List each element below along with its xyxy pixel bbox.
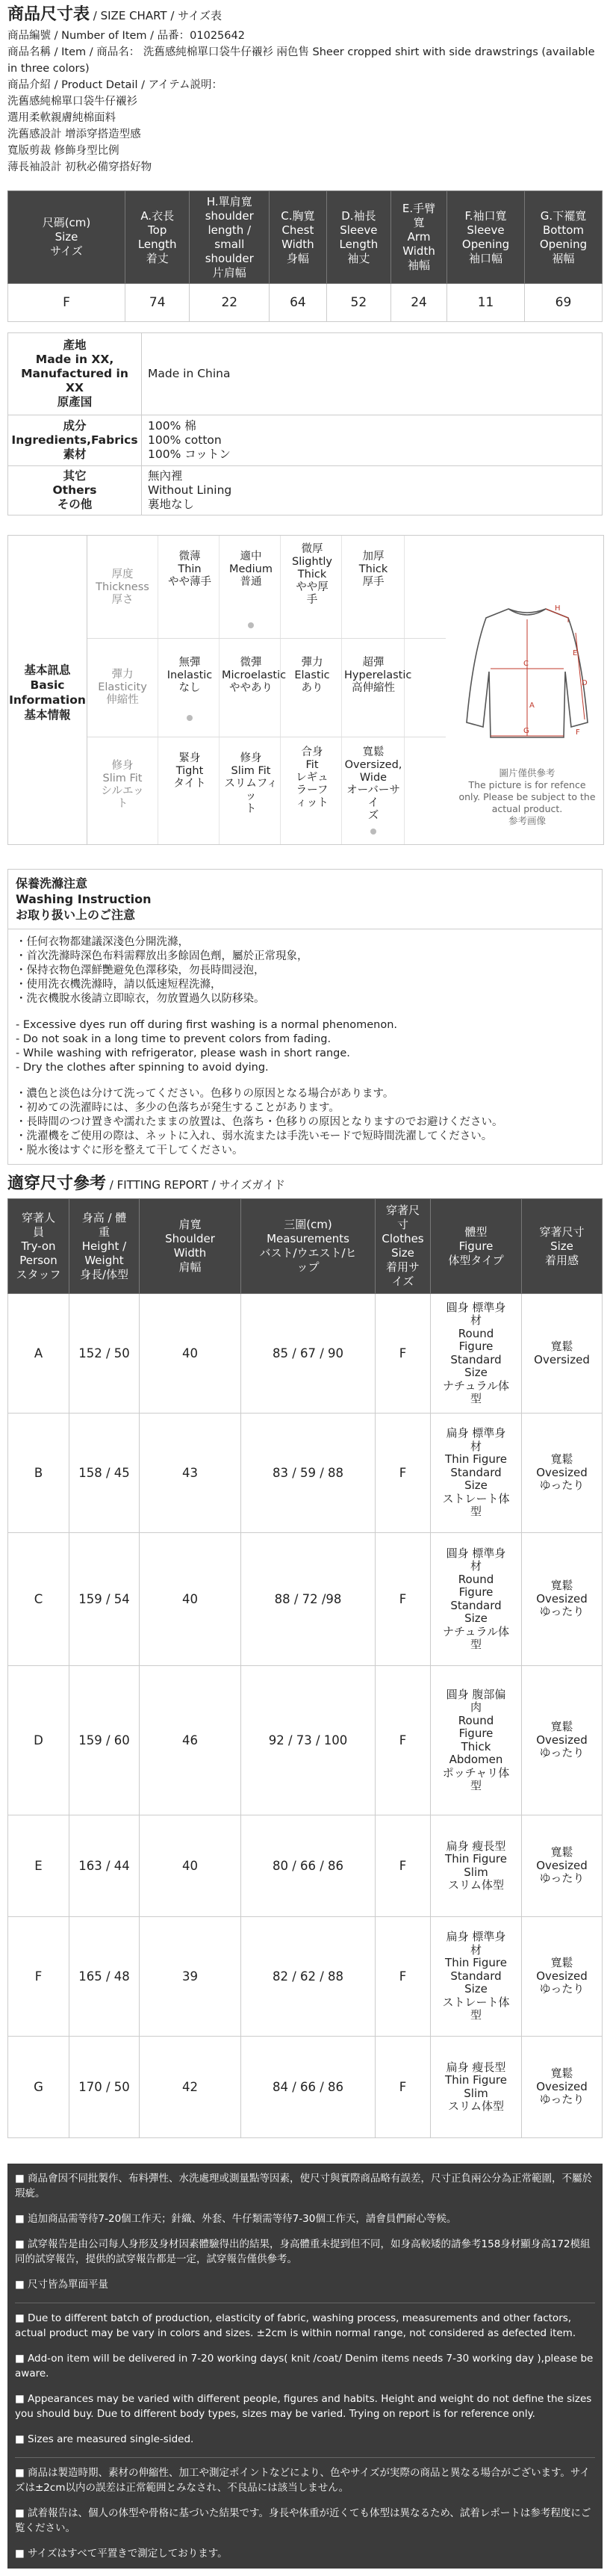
- thickness-option: 微厚 Slightly Thick やや厚 手: [292, 543, 332, 606]
- shoulder-cell: 40: [140, 1294, 241, 1414]
- svg-text:G: G: [523, 727, 529, 735]
- shirt-diagram-icon: [456, 588, 598, 760]
- info-line: 商品名稱 / Item / 商品名： 洗舊感純棉單口袋牛仔襯衫 兩色售 Sheer cropped shirt with side drawstrings (available in three colors): [7, 46, 595, 75]
- size-cell: 22: [190, 284, 270, 322]
- elasticity-option: 彈力 Elastic あり: [294, 657, 330, 694]
- col-sleeve-length: D.袖長 Sleeve Length 袖丈: [326, 191, 390, 284]
- fabric-value: 100% 棉 100% cotton 100% コットン: [142, 415, 603, 466]
- svg-text:C: C: [523, 660, 529, 668]
- size-chart-title: [0, 0, 610, 28]
- illustration-caption: 圖片僅供參考 The picture is for refence only. Please be subject to the actual product. 参考画像: [458, 767, 596, 826]
- col-wear: 穿著尺寸 Size 着用感: [522, 1199, 603, 1294]
- fitting-row: [8, 1414, 603, 1533]
- person-cell: B: [8, 1414, 69, 1533]
- figure-cell: 扁身 瘦長型 Thin Figure Slim スリム体型: [431, 2037, 522, 2138]
- size-cell: F: [8, 284, 125, 322]
- clothes-size-cell: F: [376, 1917, 431, 2037]
- wear-cell: 寬鬆 Ovesized ゆったり: [522, 1815, 603, 1917]
- col-shoulder-width: 肩寬 Shoulder Width 肩幅: [140, 1199, 241, 1294]
- washing-instructions: [7, 929, 603, 1165]
- fabric-label: 成分 Ingredients,Fabrics 素材: [8, 415, 142, 466]
- svg-text:F: F: [576, 728, 580, 737]
- fit-option: 緊身 Tight タイト: [173, 752, 206, 790]
- size-cell: 52: [326, 284, 390, 322]
- wash-line-zh: ・首次洗滌時深色布料需釋放出多餘固色劑，屬於正常現象，: [16, 950, 308, 962]
- height-weight-cell: 170 / 50: [69, 2037, 140, 2138]
- title-sub: / SIZE CHART / サイズ表: [90, 9, 222, 22]
- basic-info-label: 基本訊息 Basic Information 基本情報: [9, 663, 86, 722]
- others-row: [8, 466, 603, 515]
- clothes-size-cell: F: [376, 1294, 431, 1414]
- col-height-weight: 身高 / 體 重 Height / Weight 身長/体型: [69, 1199, 140, 1294]
- note-jp: ■ 商品は製造時期、素材の伸縮性、加工や測定ポイントなどにより、色やサイズが実際の商品と異なる場合がございます。サイズは±2cm以内の誤差は正常範囲とみなされ、不良品には該当しません。: [15, 2467, 590, 2494]
- thickness-selected-dot: [248, 622, 254, 628]
- size-cell: 69: [525, 284, 603, 322]
- fitting-row: [8, 1666, 603, 1815]
- fitting-row: [8, 1294, 603, 1414]
- info-line: 寬版剪裁 修飾身型比例: [7, 145, 119, 157]
- fitting-title-main: 適穿尺寸參考: [7, 1174, 107, 1193]
- figure-cell: 扁身 標準身 材 Thin Figure Standard Size ストレート体 型: [431, 1414, 522, 1533]
- wear-cell: 寬鬆 Ovesized ゆったり: [522, 1917, 603, 2037]
- info-line: 洗舊感設計 增添穿搭造型感: [7, 129, 141, 140]
- figure-cell: 扁身 瘦長型 Thin Figure Slim スリム体型: [431, 1815, 522, 1917]
- garment-illustration: [456, 588, 598, 763]
- note-en: ■ Sizes are measured single-sided.: [15, 2433, 194, 2445]
- basic-information: [7, 535, 604, 845]
- elasticity-option: 微彈 Microelastic ややあり: [222, 657, 287, 694]
- person-cell: E: [8, 1815, 69, 1917]
- thickness-option: 微薄 Thin やや薄手: [168, 551, 211, 588]
- shoulder-cell: 46: [140, 1666, 241, 1815]
- wash-line-zh: ・洗衣機脫水後請立即晾衣，勿放置過久以防移染。: [16, 993, 265, 1005]
- origin-row: [8, 333, 603, 415]
- col-figure: 體型 Figure 体型タイプ: [431, 1199, 522, 1294]
- col-top-length: A.衣長 Top Length 着丈: [125, 191, 190, 284]
- fitting-row: [8, 1533, 603, 1666]
- measurements-cell: 83 / 59 / 88: [241, 1414, 376, 1533]
- shoulder-cell: 40: [140, 1815, 241, 1917]
- info-line: 商品介紹 / Product Detail / アイテム説明：: [7, 79, 223, 91]
- fit-label: 修身 Slim Fit シルエッ ト: [101, 760, 144, 810]
- measurements-cell: 85 / 67 / 90: [241, 1294, 376, 1414]
- measurements-cell: 92 / 73 / 100: [241, 1666, 376, 1815]
- info-line: 洗舊感純棉單口袋牛仔襯衫: [7, 96, 137, 108]
- fit-option: 修身 Slim Fit スリムフィッ ト: [224, 752, 278, 815]
- fitting-row: [8, 1815, 603, 1917]
- fitting-report-title: [0, 1165, 610, 1198]
- origin-label: 產地 Made in XX, Manufactured in XX 原產国: [8, 333, 142, 415]
- wash-line-en: - Do not soak in a long time to prevent colors from fading.: [16, 1033, 332, 1045]
- svg-text:A: A: [529, 702, 535, 710]
- height-weight-cell: 165 / 48: [69, 1917, 140, 2037]
- wear-cell: 寬鬆 Ovesized ゆったり: [522, 1666, 603, 1815]
- washing-title: 保養洗滌注意 Washing Instruction お取り扱い上のご注意: [7, 869, 603, 929]
- shoulder-cell: 43: [140, 1414, 241, 1533]
- notes-panel: [7, 2164, 603, 2569]
- size-chart-table: [7, 191, 603, 322]
- size-header-row: [8, 191, 603, 284]
- wear-cell: 寬鬆 Ovesized ゆったり: [522, 1533, 603, 1666]
- wear-cell: 寬鬆 Ovesized ゆったり: [522, 2037, 603, 2138]
- clothes-size-cell: F: [376, 1414, 431, 1533]
- svg-text:E: E: [573, 649, 578, 657]
- height-weight-cell: 159 / 54: [69, 1533, 140, 1666]
- person-cell: F: [8, 1917, 69, 2037]
- svg-text:H: H: [555, 604, 561, 613]
- note-zh: ■ 商品會因不同批製作、布料彈性、水洗處理或測量點等因素，使尺寸與實際商品略有誤差，尺寸正負兩公分為正常範圍，不屬於瑕疵。: [15, 2173, 593, 2199]
- others-value: 無內裡 Without Lining 裏地なし: [142, 466, 603, 515]
- size-cell: 24: [391, 284, 447, 322]
- origin-value: Made in China: [142, 333, 603, 415]
- col-bottom-opening: G.下襬寬 Bottom Opening 裾幅: [525, 191, 603, 284]
- figure-cell: 圓身 腹部偏 肉 Round Figure Thick Abdomen ポッチャリ体 型: [431, 1666, 522, 1815]
- fit-option: 合身 Fit レギュ ラーフ ィット: [296, 746, 329, 809]
- others-label: 其它 Others その他: [8, 466, 142, 515]
- person-cell: A: [8, 1294, 69, 1414]
- thickness-option: 適中 Medium 普通: [229, 551, 273, 588]
- product-info: [0, 28, 610, 180]
- svg-text:D: D: [582, 679, 588, 687]
- clothes-size-cell: F: [376, 1666, 431, 1815]
- size-row: [8, 284, 603, 322]
- wear-cell: 寬鬆 Ovesized ゆったり: [522, 1414, 603, 1533]
- wash-line-zh: ・使用洗衣機洗滌時，請以低速短程洗滌，: [16, 979, 222, 991]
- col-chest: C.胸寬 Chest Width 身幅: [270, 191, 327, 284]
- person-cell: G: [8, 2037, 69, 2138]
- material-table: [7, 332, 603, 515]
- size-cell: 11: [447, 284, 525, 322]
- wash-line-en: - While washing with refrigerator, please wash in short range.: [16, 1047, 350, 1059]
- note-en: ■ Due to different batch of production, elasticity of fabric, washing process, measurements and other factors, actual product may be vary in colors and sizes. ±2cm is within normal range, not considered as defected item.: [15, 2312, 576, 2339]
- wash-line-jp: ・濃色と淡色は分けて洗ってください。色移りの原因となる場合があります。: [16, 1088, 394, 1100]
- col-sleeve-opening: F.袖口寬 Sleeve Opening 袖口幅: [447, 191, 525, 284]
- figure-cell: 圓身 標準身 材 Round Figure Standard Size ナチュラル体 型: [431, 1533, 522, 1666]
- col-arm-width: E.手臂 寬 Arm Width 袖幅: [391, 191, 447, 284]
- wash-line-en: - Dry the clothes after spinning to avoid dying.: [16, 1062, 269, 1074]
- note-en: ■ Add-on item will be delivered in 7-20 working days( knit /coat/ Denim items needs 7-30 working day ),please be aware.: [15, 2353, 594, 2380]
- fitting-table: [7, 1198, 603, 2138]
- title-main: 商品尺寸表: [7, 5, 90, 24]
- shoulder-cell: 39: [140, 1917, 241, 2037]
- fitting-header-row: [8, 1199, 603, 1294]
- clothes-size-cell: F: [376, 2037, 431, 2138]
- fit-selected-dot: [370, 829, 376, 835]
- note-zh: ■ 試穿報告是由公司每人身形及身材因素體驗得出的結果，身高體重未提到但不同，如身高較矮的請參考158身材顯身高172模組同的試穿報告，提供的試穿報告都是一定，試穿報告僅供參考。: [15, 2238, 591, 2265]
- height-weight-cell: 159 / 60: [69, 1666, 140, 1815]
- elasticity-option: 無彈 Inelastic なし: [166, 657, 213, 694]
- elasticity-label: 彈力 Elasticity 伸縮性: [98, 669, 147, 706]
- col-clothes-size: 穿著尺 寸 Clothes Size 着用サ イズ: [376, 1199, 431, 1294]
- note-zh: ■ 尺寸皆為單面平量: [15, 2279, 109, 2291]
- figure-cell: 圓身 標準身 材 Round Figure Standard Size ナチュラル体 型: [431, 1294, 522, 1414]
- height-weight-cell: 163 / 44: [69, 1815, 140, 1917]
- wash-line-en: - Excessive dyes run off during first washing is a normal phenomenon.: [16, 1019, 397, 1031]
- shoulder-cell: 40: [140, 1533, 241, 1666]
- size-cell: 64: [270, 284, 327, 322]
- clothes-size-cell: F: [376, 1815, 431, 1917]
- fitting-title-sub: / FITTING REPORT / サイズガイド: [106, 1178, 285, 1192]
- measurements-cell: 84 / 66 / 86: [241, 2037, 376, 2138]
- col-shoulder: H.單肩寬 shoulder length / small shoulder 片肩幅: [190, 191, 270, 284]
- person-cell: D: [8, 1666, 69, 1815]
- info-line: 商品編號 / Number of Item / 品番：01025642: [7, 30, 245, 42]
- col-size: 尺碼(cm) Size サイズ: [8, 191, 125, 284]
- elasticity-option: 超彈 Hyperelastic 高伸縮性: [344, 657, 412, 694]
- note-jp: ■ 試着報告は、個人の体型や骨格に基づいた結果です。身長や体重が近くても体型は異なるため、試着レポートは参考程度にご覧ください。: [15, 2507, 591, 2534]
- measurements-cell: 82 / 62 / 88: [241, 1917, 376, 2037]
- wash-line-jp: ・長時間のつけ置きや濡れたままの放置は、色落ち・色移りの原因となりますのでお避けください。: [16, 1116, 503, 1128]
- note-jp: ■ サイズはすべて平置きで測定しております。: [15, 2548, 228, 2560]
- measurements-cell: 88 / 72 /98: [241, 1533, 376, 1666]
- wash-line-jp: ・初めての洗濯時には、多少の色落ちが発生することがあります。: [16, 1102, 340, 1114]
- fit-option: 寬鬆 Oversized, Wide オーバーサイ ズ: [344, 746, 402, 822]
- col-person: 穿著人 員 Try-on Person スタッフ: [8, 1199, 69, 1294]
- height-weight-cell: 152 / 50: [69, 1294, 140, 1414]
- fitting-row: [8, 1917, 603, 2037]
- size-cell: 74: [125, 284, 190, 322]
- wash-line-jp: ・脱水後はすぐに形を整えて干してください。: [16, 1145, 243, 1157]
- fabric-row: [8, 415, 603, 466]
- col-measurements: 三圍(cm) Measurements バスト/ウエスト/ヒ ップ: [241, 1199, 376, 1294]
- basic-info-column: [8, 536, 87, 844]
- person-cell: C: [8, 1533, 69, 1666]
- wash-line-jp: ・洗濯機をご使用の際は、ネットに入れ、弱水流または手洗いモードで短時間洗濯してください。: [16, 1130, 493, 1142]
- info-line: 薄長袖設計 初秋必備穿搭好物: [7, 161, 152, 173]
- thickness-label: 厚度 Thickness 厚さ: [96, 569, 149, 606]
- info-line: 選用柔軟親膚純棉面料: [7, 112, 116, 124]
- shoulder-cell: 42: [140, 2037, 241, 2138]
- measurements-cell: 80 / 66 / 86: [241, 1815, 376, 1917]
- figure-cell: 扁身 標準身 材 Thin Figure Standard Size ストレート体 型: [431, 1917, 522, 2037]
- fitting-row: [8, 2037, 603, 2138]
- height-weight-cell: 158 / 45: [69, 1414, 140, 1533]
- wash-line-zh: ・保持衣物色澤鮮艷避免色澤移染，勿長時間浸泡，: [16, 965, 265, 976]
- note-en: ■ Appearances may be varied with different people, figures and habits. Height and weight do not define the sizes you should buy. Due to different body types, sizes may be varied. Trying on report is for reference only.: [15, 2393, 592, 2420]
- clothes-size-cell: F: [376, 1533, 431, 1666]
- wash-line-zh: ・任何衣物都建議深淺色分開洗滌，: [16, 936, 189, 948]
- thickness-option: 加厚 Thick 厚手: [358, 551, 388, 588]
- note-zh: ■ 追加商品需等待7-20個工作天；針織、外套、牛仔類需等待7-30個工作天，請會員們耐心等候。: [15, 2213, 457, 2225]
- wear-cell: 寬鬆 Oversized: [522, 1294, 603, 1414]
- elasticity-selected-dot: [187, 715, 193, 721]
